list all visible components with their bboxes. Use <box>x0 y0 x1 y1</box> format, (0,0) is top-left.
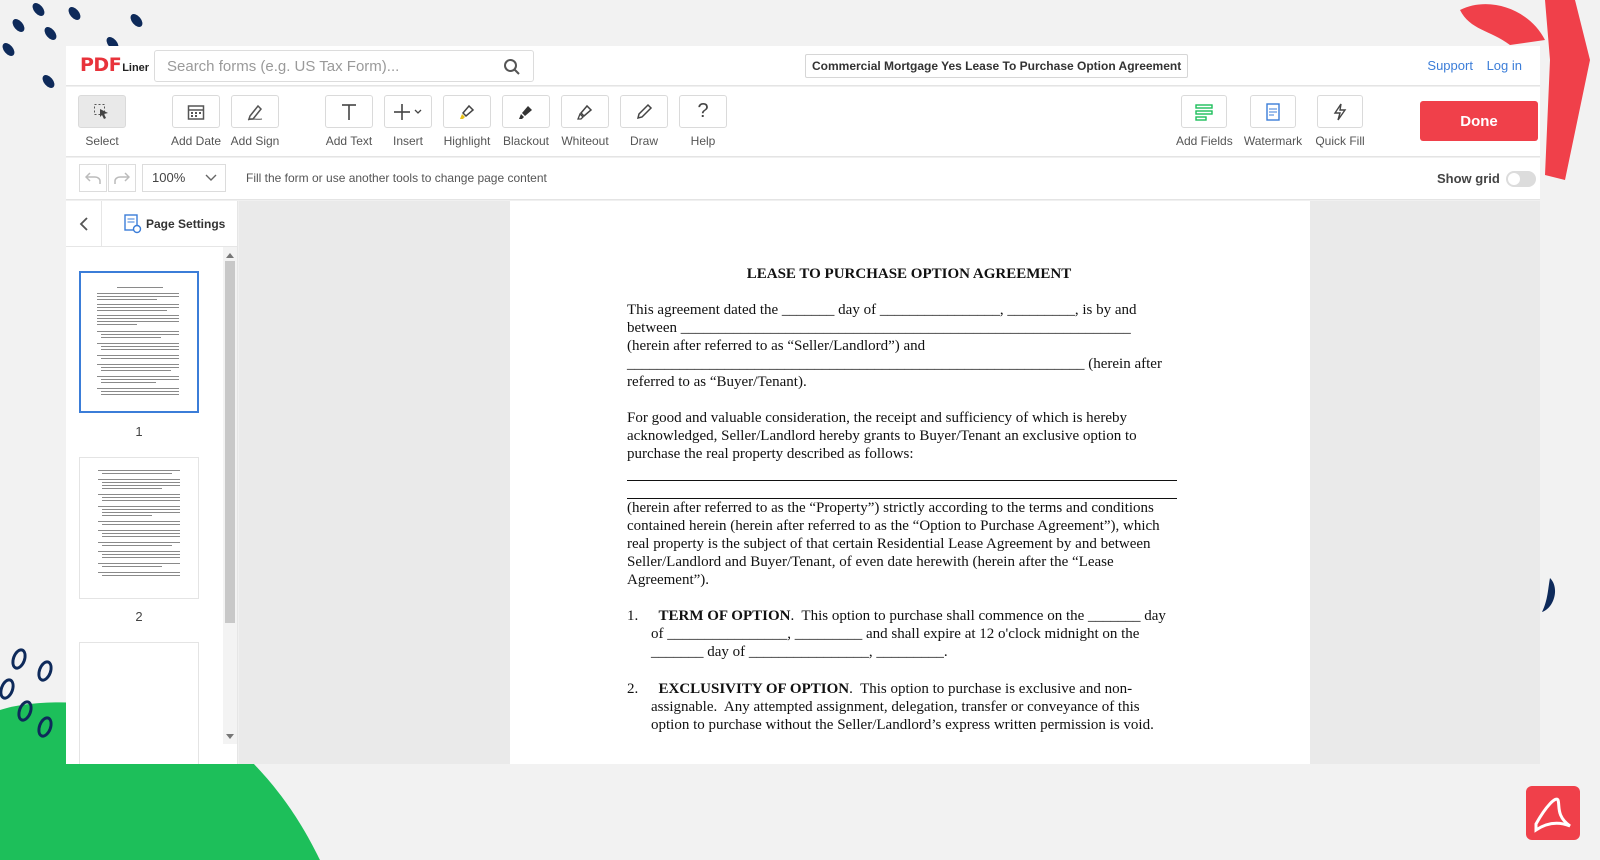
clause-text: _______ day of ________________, _________. <box>651 644 948 660</box>
pdf-editor-window <box>66 46 1540 764</box>
doc-line: _____________________________________________________________ (herein after <box>627 356 1162 372</box>
tool-add-sign-label: Add Sign <box>230 134 280 148</box>
tool-quick-fill[interactable] <box>1312 95 1368 148</box>
doc-line: acknowledged, Seller/Landlord hereby grants to Buyer/Tenant an exclusive option to <box>627 428 1137 444</box>
clause-number: 2. <box>627 681 639 697</box>
doc-line: Agreement”). <box>627 572 710 588</box>
search-icon[interactable] <box>503 58 521 76</box>
clause-text: assignable. Any attempted assignment, delegation, transfer or conveyance of this <box>651 699 1140 715</box>
page-number-1: 1 <box>135 424 143 439</box>
decor-blue-accent <box>1540 578 1558 614</box>
tool-highlight-label: Highlight <box>443 134 491 148</box>
tool-add-fields[interactable] <box>1176 95 1232 148</box>
doc-line: For good and valuable consideration, the receipt and sufficiency of which is hereby <box>627 410 1127 426</box>
text-icon <box>340 103 358 121</box>
tool-select-label: Select <box>85 134 119 148</box>
logo-liner-text: Liner <box>122 62 150 74</box>
tool-blackout[interactable] <box>498 95 554 148</box>
calendar-icon <box>187 103 205 121</box>
document-heading: LEASE TO PURCHASE OPTION AGREEMENT <box>746 266 1072 282</box>
tool-draw[interactable] <box>616 95 672 148</box>
header-links <box>1417 58 1522 73</box>
collapse-sidebar-button[interactable] <box>66 201 102 247</box>
page-settings-label: Page Settings <box>146 217 226 231</box>
clause-text: . This option to purchase shall commence on the _______ day <box>790 608 1166 624</box>
redo-button[interactable] <box>108 164 136 192</box>
search-input[interactable] <box>155 51 485 81</box>
cursor-icon <box>93 103 111 121</box>
toolbar <box>66 87 1540 157</box>
blank-line[interactable] <box>627 463 1177 481</box>
redo-icon <box>114 171 130 185</box>
tool-whiteout-label: Whiteout <box>561 134 609 148</box>
tool-blackout-label: Blackout <box>502 134 550 148</box>
toggle-knob <box>1508 173 1520 185</box>
tool-insert-label: Insert <box>392 134 423 148</box>
page-thumbnails-sidebar <box>66 201 238 764</box>
top-bar <box>66 46 1540 86</box>
clause-number: 1. <box>627 608 639 624</box>
doc-line: (herein after referred to as “Seller/Landlord”) and <box>627 338 926 354</box>
tool-select[interactable] <box>74 95 130 148</box>
tool-quick-fill-label: Quick Fill <box>1315 134 1365 148</box>
undo-icon <box>85 171 101 185</box>
doc-line: (herein after referred to as the “Property”) strictly according to the terms and conditions <box>627 500 1154 516</box>
zoom-select[interactable] <box>142 164 226 192</box>
tool-watermark[interactable] <box>1243 95 1303 148</box>
tool-add-text[interactable] <box>321 95 377 148</box>
clause-text: of ________________, _________ and shall expire at 12 o'clock midnight on the <box>651 626 1140 642</box>
page-thumbnail-3[interactable] <box>79 642 199 764</box>
signature-pen-icon <box>246 103 264 121</box>
fields-icon <box>1195 103 1213 121</box>
pdfliner-logo[interactable] <box>80 54 149 76</box>
tool-add-fields-label: Add Fields <box>1176 134 1233 148</box>
plus-icon <box>393 103 423 121</box>
pdfliner-badge-icon <box>1526 786 1580 840</box>
doc-line: This agreement dated the _______ day of ________________, _________, is by and <box>627 302 1137 318</box>
undo-button[interactable] <box>79 164 107 192</box>
search-box <box>154 50 534 82</box>
blank-line[interactable] <box>627 481 1177 499</box>
eraser-icon <box>576 103 594 121</box>
scroll-up-arrow-icon[interactable] <box>226 253 234 258</box>
doc-line: contained herein (herein after referred to as the “Option to Purchase Agreement”), which <box>627 518 1160 534</box>
page-settings-button[interactable] <box>124 214 225 234</box>
tool-whiteout[interactable] <box>557 95 613 148</box>
chevron-down-icon <box>205 174 217 182</box>
doc-line: between ____________________________________________________________ <box>627 320 1131 336</box>
highlighter-icon <box>458 103 476 121</box>
page-thumbnail-2[interactable] <box>79 457 199 599</box>
show-grid-toggle[interactable] <box>1506 171 1536 187</box>
tool-watermark-label: Watermark <box>1243 134 1303 148</box>
page-number-2: 2 <box>135 609 143 624</box>
clause-text: . This option to purchase is exclusive and non- <box>849 681 1133 697</box>
page-settings-icon <box>124 214 142 234</box>
doc-line: Seller/Landlord and Buyer/Tenant, of even date herewith (herein after the “Lease <box>627 554 1114 570</box>
clause-heading: EXCLUSIVITY OF OPTION <box>658 681 850 697</box>
doc-line: real property is the subject of that certain Residential Lease Agreement by and between <box>627 536 1151 552</box>
question-icon: ? <box>697 100 709 122</box>
tool-help-label: Help <box>690 134 716 148</box>
scroll-down-arrow-icon[interactable] <box>226 734 234 739</box>
page-thumbnail-1[interactable] <box>79 271 199 413</box>
support-link[interactable]: Support <box>1427 58 1473 73</box>
clause-1 <box>627 607 1197 661</box>
hint-text: Fill the form or use another tools to change page content <box>246 171 547 185</box>
doc-line: purchase the real property described as follows: <box>627 446 914 462</box>
clause-heading: TERM OF OPTION <box>658 608 791 624</box>
document-title: Commercial Mortgage Yes Lease To Purchase Option Agreement <box>805 54 1188 78</box>
clause-2 <box>627 680 1197 734</box>
sidebar-scrollbar-thumb[interactable] <box>225 261 235 623</box>
pencil-icon <box>635 103 653 121</box>
lightning-icon <box>1331 103 1349 121</box>
blackout-marker-icon <box>517 103 535 121</box>
document-canvas <box>239 201 1540 764</box>
secondary-bar <box>66 158 1540 200</box>
chevron-left-icon <box>79 217 89 231</box>
watermark-icon <box>1264 103 1282 121</box>
tool-add-date-label: Add Date <box>170 134 222 148</box>
zoom-value: 100% <box>152 170 186 185</box>
clause-text: option to purchase without the Seller/Landlord’s express written permission is void. <box>651 717 1154 733</box>
tool-insert[interactable] <box>380 95 436 148</box>
tool-add-text-label: Add Text <box>325 134 373 148</box>
done-button[interactable]: Done <box>1420 101 1538 141</box>
logo-pdf-text: PDF <box>80 54 122 76</box>
tool-add-date[interactable] <box>168 95 224 148</box>
tool-draw-label: Draw <box>629 134 658 148</box>
sidebar-header <box>66 201 237 247</box>
tool-highlight[interactable] <box>439 95 495 148</box>
doc-line: referred to as “Buyer/Tenant). <box>627 374 807 390</box>
document-text <box>627 265 1197 734</box>
tool-help[interactable] <box>675 95 731 148</box>
pdf-page[interactable] <box>510 201 1310 764</box>
login-link[interactable]: Log in <box>1486 58 1522 73</box>
tool-add-sign[interactable] <box>227 95 283 148</box>
show-grid-label: Show grid <box>1437 171 1500 186</box>
